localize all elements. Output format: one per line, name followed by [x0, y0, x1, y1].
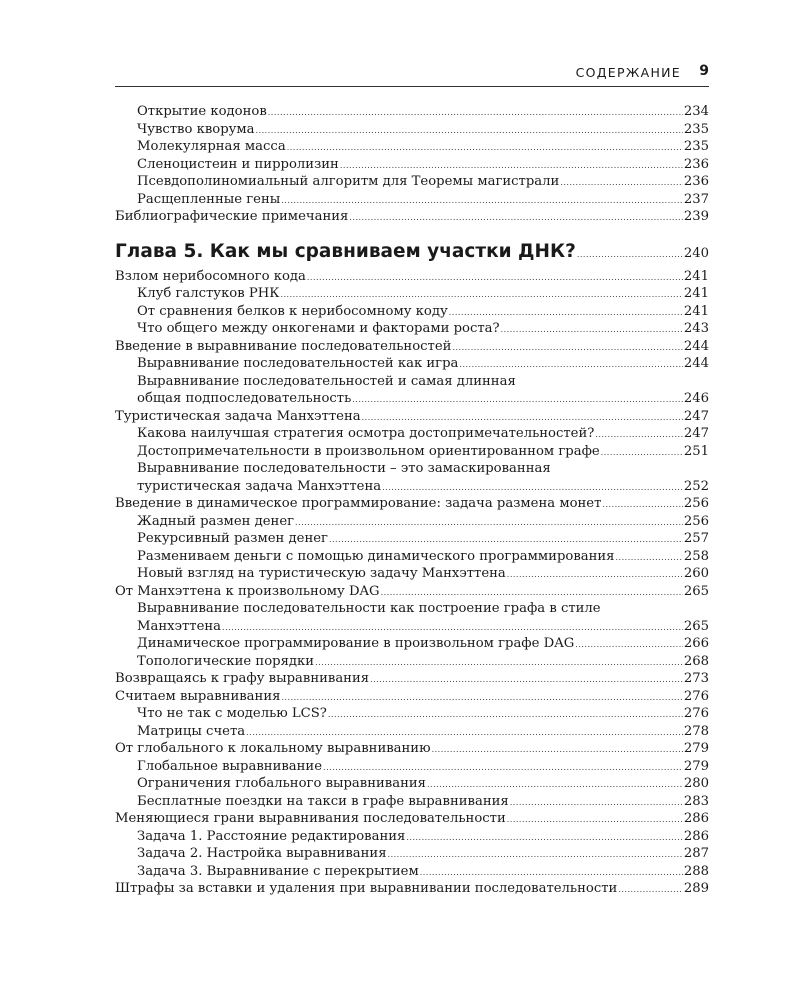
leader-dots	[449, 304, 683, 322]
toc-entry[interactable]	[115, 408, 709, 426]
toc-entry-page: 247	[683, 426, 709, 441]
leader-dots	[501, 321, 683, 339]
toc-entry-title: Ограничения глобального выравнивания	[137, 776, 426, 791]
toc-entry-page: 244	[683, 356, 709, 371]
toc-entry-page: 258	[683, 548, 709, 564]
leader-dots	[382, 479, 683, 497]
toc-entry-title: Топологические порядки	[137, 653, 315, 669]
toc-entry-page: 287	[683, 846, 709, 861]
toc-entry[interactable]	[115, 338, 709, 356]
toc-entry-page: 268	[683, 653, 709, 669]
toc-entry-page: 286	[683, 828, 709, 844]
toc-entry-title: Жадный размен денег	[137, 513, 295, 529]
toc-entry-title: Введение в выравнивание последовательностей	[115, 338, 452, 354]
leader-dots	[507, 811, 683, 829]
toc-entry[interactable]	[115, 138, 709, 156]
toc-entry-page: 256	[683, 513, 709, 529]
toc-entry-page: 266	[683, 636, 709, 651]
leader-dots	[507, 566, 683, 584]
toc-entry[interactable]	[115, 705, 709, 723]
toc-entry-title: Динамическое программирование в произвольном графе DAG	[137, 636, 575, 651]
leader-dots	[246, 724, 683, 742]
toc-entry[interactable]	[115, 156, 709, 174]
toc-entry-title: От глобального к локальному выравниванию	[115, 741, 431, 756]
toc-entry-page: 239	[683, 209, 709, 224]
toc-entry[interactable]	[115, 828, 709, 846]
leader-dots	[315, 654, 683, 672]
toc-entry[interactable]	[115, 583, 709, 601]
toc-entry-page: 244	[683, 338, 709, 354]
toc-entry[interactable]	[115, 565, 709, 583]
toc-entry[interactable]	[115, 191, 709, 209]
leader-dots	[601, 444, 683, 462]
leader-dots	[281, 689, 682, 707]
leader-dots	[287, 139, 683, 157]
toc-entry[interactable]	[115, 390, 709, 408]
leader-dots	[602, 496, 682, 514]
leader-dots	[268, 104, 683, 122]
toc-entry-title: Что не так с моделью LCS?	[137, 706, 327, 721]
toc-entry-title: Библиографические примечания	[115, 209, 349, 224]
leader-dots	[618, 881, 683, 899]
toc-entry-title-line2: туристическая задача Манхэттена	[137, 478, 382, 494]
leader-dots	[280, 286, 682, 304]
toc-entry-title: Молекулярная масса	[137, 139, 286, 154]
toc-entry-page: 234	[683, 104, 709, 119]
leader-dots	[388, 846, 683, 864]
toc-entry-page: 279	[683, 741, 709, 756]
toc-entry[interactable]	[115, 285, 709, 303]
toc-entry[interactable]	[115, 688, 709, 706]
toc-entry-page: 251	[683, 443, 709, 459]
toc-entry-title: От Манхэттена к произвольному DAG	[115, 583, 380, 599]
toc-entry[interactable]	[115, 173, 709, 191]
toc-entry[interactable]	[115, 268, 709, 286]
leader-dots	[452, 339, 682, 357]
toc-entry-title-line1[interactable]: Выравнивание последовательностей и самая длинная	[137, 373, 516, 389]
toc-entry-page: 276	[683, 688, 709, 704]
toc-entry-title: Задача 3. Выравнивание с перекрытием	[137, 863, 419, 879]
toc-entry-page: 241	[683, 303, 709, 319]
toc-entry-page: 286	[683, 811, 709, 826]
toc-entry-title: Штрафы за вставки и удаления при выравнивании последовательности	[115, 881, 618, 896]
toc-entry[interactable]	[115, 635, 709, 653]
leader-dots	[349, 209, 682, 227]
leader-dots	[616, 549, 683, 567]
toc-entry-page: 265	[683, 583, 709, 599]
toc-entry-title: Взлом нерибосомного кода	[115, 268, 306, 284]
toc-entry-title: Бесплатные поездки на такси в графе выравнивания	[137, 793, 509, 809]
toc-entry-title: Псевдополиномиальный алгоритм для Теоремы магистрали	[137, 174, 560, 189]
toc-entry[interactable]	[115, 208, 709, 226]
toc-entry[interactable]	[115, 443, 709, 461]
chapter-page: 240	[683, 245, 709, 261]
toc-entry-page: 278	[683, 723, 709, 739]
leader-dots	[595, 426, 682, 444]
toc-entry-title: Выравнивание последовательностей как игра	[137, 356, 459, 371]
toc-entry[interactable]	[115, 740, 709, 758]
leader-dots	[432, 741, 683, 759]
toc-entry-title: Какова наилучшая стратегия осмотра достопримечательностей?	[137, 426, 595, 441]
toc-entry-page: 241	[683, 286, 709, 301]
leader-dots	[295, 514, 683, 532]
toc-entry[interactable]	[115, 618, 709, 636]
leader-dots	[406, 829, 682, 847]
toc-entry[interactable]	[115, 478, 709, 496]
toc-entry-title: Клуб галстуков РНК	[137, 286, 280, 301]
toc-entry-title: От сравнения белков к нерибосомному коду	[137, 303, 448, 319]
toc-entry-title: Сленоцистеин и пирролизин	[137, 156, 339, 172]
toc-entry-title: Новый взгляд на туристическую задачу Манхэттена	[137, 566, 506, 581]
leader-dots	[323, 759, 683, 777]
toc-entry[interactable]	[115, 303, 709, 321]
leader-dots	[420, 864, 683, 882]
toc-entry-title: Задача 2. Настройка выравнивания	[137, 846, 387, 861]
page-number: 9	[699, 63, 709, 79]
chapter-heading[interactable]	[115, 240, 709, 264]
toc-entry-page: 241	[683, 268, 709, 284]
toc-entry[interactable]	[115, 355, 709, 373]
leader-dots	[381, 584, 683, 602]
toc-entry[interactable]	[115, 425, 709, 443]
toc-entry-title: Задача 1. Расстояние редактирования	[137, 828, 406, 844]
toc-entry-title-line2: Манхэттена	[137, 618, 222, 634]
section-title: СОДЕРЖАНИЕ	[575, 65, 681, 80]
toc-entry-page: 247	[683, 408, 709, 424]
toc-entry-page: 252	[683, 478, 709, 494]
chapter-title: Глава 5. Как мы сравниваем участки ДНК?	[115, 240, 576, 262]
toc-entry-title: Открытие кодонов	[137, 104, 267, 119]
leader-dots	[427, 776, 683, 794]
leader-dots	[222, 619, 683, 637]
toc-entry-page: 237	[683, 191, 709, 207]
leader-dots	[352, 391, 683, 409]
toc-entry-title-line1[interactable]: Выравнивание последовательности – это замаскированная	[137, 461, 551, 476]
toc-entry-page: 279	[683, 758, 709, 774]
toc-entry[interactable]	[115, 121, 709, 139]
toc-entry[interactable]	[115, 845, 709, 863]
toc-entry[interactable]	[115, 103, 709, 121]
leader-dots	[362, 409, 683, 427]
toc-entry[interactable]	[115, 320, 709, 338]
toc-entry-title: Считаем выравнивания	[115, 688, 281, 704]
toc-entry-page: 246	[683, 391, 709, 406]
toc-entry-page: 236	[683, 156, 709, 172]
toc-entry[interactable]	[115, 775, 709, 793]
leader-dots	[459, 356, 682, 374]
toc-entry-page: 280	[683, 776, 709, 791]
toc-entry-page: 243	[683, 321, 709, 336]
toc-entry-title: Возвращаясь к графу выравнивания	[115, 671, 370, 686]
toc-entry-page: 235	[683, 139, 709, 154]
toc-entry[interactable]	[115, 880, 709, 898]
toc-entry-title: Матрицы счета	[137, 723, 246, 739]
leader-dots	[340, 157, 683, 175]
toc-entry[interactable]	[115, 670, 709, 688]
toc-entry[interactable]	[115, 863, 709, 881]
toc-entry-page: 235	[683, 121, 709, 137]
toc-entry[interactable]	[115, 793, 709, 811]
running-header	[115, 60, 709, 87]
toc-entry-title-line1[interactable]: Выравнивание последовательности как построение графа в стиле	[137, 601, 601, 616]
toc-entry[interactable]	[115, 530, 709, 548]
toc-entry[interactable]	[115, 723, 709, 741]
toc-entry[interactable]	[115, 758, 709, 776]
toc-entry[interactable]	[115, 548, 709, 566]
toc-entry[interactable]	[115, 513, 709, 531]
toc-entry-page: 273	[683, 671, 709, 686]
leader-dots	[281, 192, 683, 210]
toc-entry-page: 276	[683, 706, 709, 721]
leader-dots	[328, 706, 683, 724]
toc-entry-title: Глобальное выравнивание	[137, 758, 323, 774]
toc-entry-page: 260	[683, 566, 709, 581]
toc-entry-page: 283	[683, 793, 709, 809]
leader-dots	[256, 122, 683, 140]
leader-dots	[577, 243, 683, 267]
toc-entry[interactable]	[115, 653, 709, 671]
toc-entry-title-line2: общая подпоследовательность	[137, 391, 352, 406]
leader-dots	[560, 174, 683, 192]
toc-entry-title: Что общего между онкогенами и факторами роста?	[137, 321, 500, 336]
toc-entry[interactable]	[115, 810, 709, 828]
toc-entry-page: 236	[683, 174, 709, 189]
toc-entry-title: Расщепленные гены	[137, 191, 281, 207]
toc-entry-page: 288	[683, 863, 709, 879]
toc-entry-title: Чувство кворума	[137, 121, 255, 137]
leader-dots	[575, 636, 683, 654]
table-of-contents	[115, 103, 709, 898]
toc-entry-page: 289	[683, 881, 709, 896]
leader-dots	[307, 269, 683, 287]
toc-entry-title: Достопримечательности в произвольном ориентированном графе	[137, 443, 600, 459]
leader-dots	[370, 671, 683, 689]
toc-entry-title: Рекурсивный размен денег	[137, 531, 328, 546]
toc-entry-title: Меняющиеся грани выравнивания последовательности	[115, 811, 506, 826]
toc-entry-page: 257	[683, 531, 709, 546]
toc-entry-title: Туристическая задача Манхэттена	[115, 408, 361, 424]
leader-dots	[329, 531, 683, 549]
toc-entry-title: Введение в динамическое программирование: задача размена монет	[115, 496, 602, 511]
toc-entry-page: 256	[683, 496, 709, 511]
toc-entry-page: 265	[683, 618, 709, 634]
leader-dots	[510, 794, 683, 812]
toc-entry[interactable]	[115, 495, 709, 513]
toc-entry-title: Размениваем деньги с помощью динамического программирования	[137, 548, 615, 564]
